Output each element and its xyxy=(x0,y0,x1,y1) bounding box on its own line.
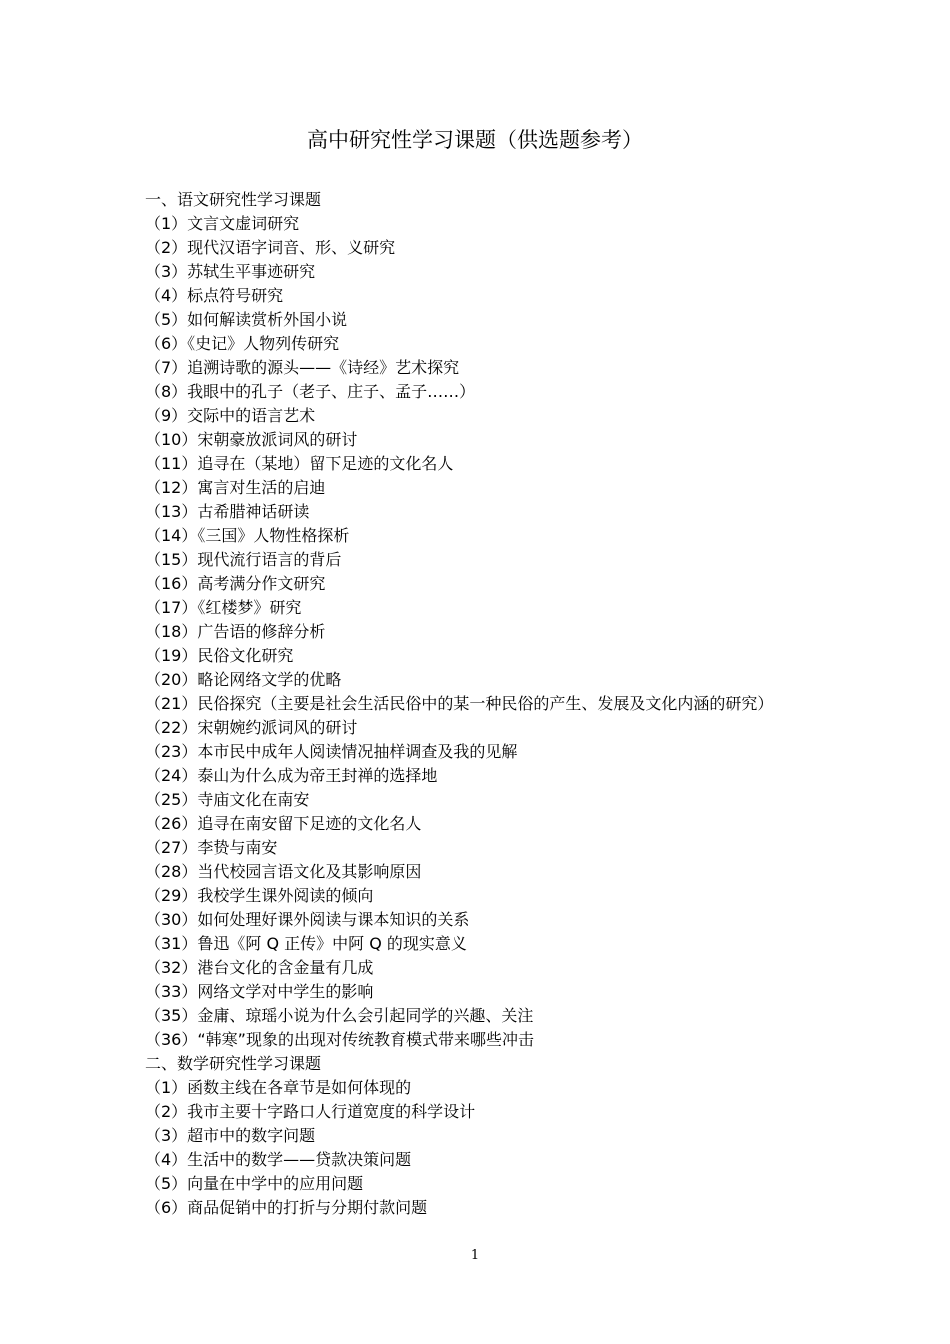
list-item: （30）如何处理好课外阅读与课本知识的关系 xyxy=(145,910,470,929)
list-item: （23）本市民中成年人阅读情况抽样调查及我的见解 xyxy=(145,742,518,761)
list-item: （16）高考满分作文研究 xyxy=(145,574,326,593)
list-item: （8）我眼中的孔子（老子、庄子、孟子……） xyxy=(145,382,476,401)
list-item: （25）寺庙文化在南安 xyxy=(145,790,310,809)
list-item: （35）金庸、琼瑶小说为什么会引起同学的兴趣、关注 xyxy=(145,1006,534,1025)
section-heading-chinese: 一、语文研究性学习课题 xyxy=(145,190,322,209)
list-item: （13）古希腊神话研读 xyxy=(145,502,310,521)
list-item: （1）文言文虚词研究 xyxy=(145,214,300,233)
list-item: （11）追寻在（某地）留下足迹的文化名人 xyxy=(145,454,454,473)
list-item: （32）港台文化的含金量有几成 xyxy=(145,958,374,977)
list-item: （22）宋朝婉约派词风的研讨 xyxy=(145,718,358,737)
list-item: （7）追溯诗歌的源头——《诗经》艺术探究 xyxy=(145,358,460,377)
list-item: （2）我市主要十字路口人行道宽度的科学设计 xyxy=(145,1102,476,1121)
list-item: （36）“韩寒”现象的出现对传统教育模式带来哪些冲击 xyxy=(145,1030,534,1049)
list-item: （12）寓言对生活的启迪 xyxy=(145,478,326,497)
list-item: （6）《史记》人物列传研究 xyxy=(145,334,340,353)
list-item: （17）《红楼梦》研究 xyxy=(145,598,302,617)
topic-list xyxy=(145,188,925,1220)
list-item: （15）现代流行语言的背后 xyxy=(145,550,342,569)
list-item: （1）函数主线在各章节是如何体现的 xyxy=(145,1078,412,1097)
list-item: （33）网络文学对中学生的影响 xyxy=(145,982,374,1001)
list-item: （5）向量在中学中的应用问题 xyxy=(145,1174,364,1193)
document-title: 高中研究性学习课题（供选题参考） xyxy=(307,128,643,152)
list-item: （4）标点符号研究 xyxy=(145,286,284,305)
list-item: （3）苏轼生平事迹研究 xyxy=(145,262,316,281)
list-item: （3）超市中的数字问题 xyxy=(145,1126,316,1145)
list-item: （4）生活中的数学——贷款决策问题 xyxy=(145,1150,412,1169)
list-item: （21）民俗探究（主要是社会生活民俗中的某一种民俗的产生、发展及文化内涵的研究） xyxy=(145,694,774,713)
list-item: （10）宋朝豪放派词风的研讨 xyxy=(145,430,358,449)
list-item: （31）鲁迅《阿 Q 正传》中阿 Q 的现实意义 xyxy=(145,934,467,953)
list-item: （6）商品促销中的打折与分期付款问题 xyxy=(145,1198,428,1217)
list-item: （20）略论网络文学的优略 xyxy=(145,670,342,689)
list-item: （24）泰山为什么成为帝王封禅的选择地 xyxy=(145,766,438,785)
list-item: （14）《三国》人物性格探析 xyxy=(145,526,350,545)
list-item: （28）当代校园言语文化及其影响原因 xyxy=(145,862,422,881)
list-item: （19）民俗文化研究 xyxy=(145,646,294,665)
section-heading-math: 二、数学研究性学习课题 xyxy=(145,1054,322,1073)
list-item: （2）现代汉语字词音、形、义研究 xyxy=(145,238,396,257)
list-item: （18）广告语的修辞分析 xyxy=(145,622,326,641)
list-item: （26）追寻在南安留下足迹的文化名人 xyxy=(145,814,422,833)
list-item: （5）如何解读赏析外国小说 xyxy=(145,310,348,329)
list-item: （27）李贽与南安 xyxy=(145,838,278,857)
list-item: （29）我校学生课外阅读的倾向 xyxy=(145,886,374,905)
list-item: （9）交际中的语言艺术 xyxy=(145,406,316,425)
page-number: 1 xyxy=(470,1248,480,1263)
